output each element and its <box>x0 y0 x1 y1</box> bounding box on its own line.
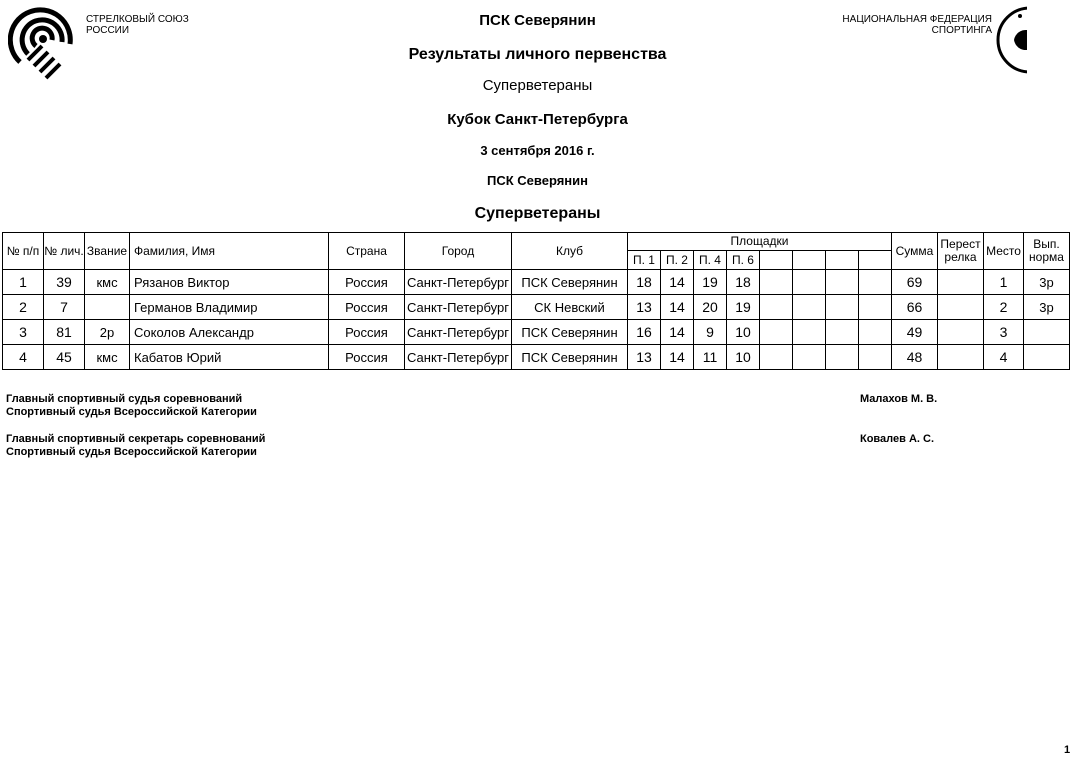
header-country: Страна <box>329 233 405 270</box>
header-norm: Вып. норма <box>1024 233 1070 270</box>
cell-club: ПСК Северянин <box>512 320 628 345</box>
cell-personal-no: 81 <box>44 320 85 345</box>
cell-ground: 20 <box>694 295 727 320</box>
cell-ground <box>859 345 892 370</box>
org-left-line-1: СТРЕЛКОВЫЙ СОЮЗ <box>86 14 189 25</box>
cell-place: 4 <box>984 345 1024 370</box>
cell-rank: кмс <box>85 270 130 295</box>
header-city: Город <box>405 233 512 270</box>
org-left-line-2: РОССИИ <box>86 25 130 36</box>
cell-no: 2 <box>3 295 44 320</box>
cell-country: Россия <box>329 345 405 370</box>
cell-sum: 49 <box>892 320 938 345</box>
cell-norm <box>1024 320 1070 345</box>
cell-ground: 19 <box>694 270 727 295</box>
cell-ground: 14 <box>661 270 694 295</box>
cell-name: Германов Владимир <box>130 295 329 320</box>
cell-no: 3 <box>3 320 44 345</box>
ground-label: П. 1 <box>628 251 661 270</box>
cell-name: Соколов Александр <box>130 320 329 345</box>
chief-secretary-category: Спортивный судья Всероссийской Категории <box>6 446 257 458</box>
cell-ground <box>760 345 793 370</box>
cell-ground <box>760 270 793 295</box>
cell-norm: 3р <box>1024 270 1070 295</box>
cell-ground <box>826 320 859 345</box>
cell-norm <box>1024 345 1070 370</box>
cell-personal-no: 7 <box>44 295 85 320</box>
page-number: 1 <box>1064 744 1071 756</box>
header-rank: Звание <box>85 233 130 270</box>
ground-label <box>793 251 826 270</box>
cell-ground <box>760 320 793 345</box>
cell-rank: кмс <box>85 345 130 370</box>
header-no: № п/п <box>3 233 44 270</box>
cell-city: Санкт-Петербург <box>405 270 512 295</box>
table-row <box>3 345 1070 370</box>
cell-ground <box>826 270 859 295</box>
chief-judge-block <box>6 393 257 419</box>
header-club: Клуб <box>512 233 628 270</box>
cell-city: Санкт-Петербург <box>405 320 512 345</box>
cell-ground: 10 <box>727 320 760 345</box>
chief-judge-category: Спортивный судья Всероссийской Категории <box>6 406 257 418</box>
cell-ground: 18 <box>628 270 661 295</box>
cell-name: Кабатов Юрий <box>130 345 329 370</box>
cell-shootoff <box>938 320 984 345</box>
table-row <box>3 320 1070 345</box>
cell-ground: 13 <box>628 345 661 370</box>
event-date: 3 сентября 2016 г. <box>480 143 595 158</box>
ground-label: П. 6 <box>727 251 760 270</box>
header-place: Место <box>984 233 1024 270</box>
cell-place: 2 <box>984 295 1024 320</box>
cell-sum: 48 <box>892 345 938 370</box>
cell-club: ПСК Северянин <box>512 345 628 370</box>
cell-ground: 13 <box>628 295 661 320</box>
cell-ground: 14 <box>661 345 694 370</box>
cell-club: ПСК Северянин <box>512 270 628 295</box>
cell-ground: 19 <box>727 295 760 320</box>
cell-ground <box>859 295 892 320</box>
report-title: Результаты личного первенства <box>408 46 667 63</box>
cell-place: 3 <box>984 320 1024 345</box>
cell-ground: 18 <box>727 270 760 295</box>
category-title: Суперветераны <box>482 77 593 94</box>
cell-rank: 2р <box>85 320 130 345</box>
table-row <box>3 270 1070 295</box>
ground-label <box>760 251 793 270</box>
ground-label: П. 4 <box>694 251 727 270</box>
cell-ground <box>826 345 859 370</box>
cell-rank <box>85 295 130 320</box>
header-shootoff: Перест релка <box>938 233 984 270</box>
cell-shootoff <box>938 295 984 320</box>
cell-city: Санкт-Петербург <box>405 295 512 320</box>
results-table <box>2 232 1070 370</box>
cell-ground <box>793 270 826 295</box>
cell-name: Рязанов Виктор <box>130 270 329 295</box>
cell-personal-no: 39 <box>44 270 85 295</box>
cell-ground <box>760 295 793 320</box>
cell-ground: 10 <box>727 345 760 370</box>
header-sum: Сумма <box>892 233 938 270</box>
cell-personal-no: 45 <box>44 345 85 370</box>
cell-shootoff <box>938 345 984 370</box>
ground-label <box>826 251 859 270</box>
chief-secretary-block <box>6 433 265 459</box>
event-venue: ПСК Северянин <box>487 173 588 188</box>
org-right-line-1: НАЦИОНАЛЬНАЯ ФЕДЕРАЦИЯ <box>842 14 992 25</box>
cup-title: Кубок Санкт-Петербурга <box>447 111 628 128</box>
chief-judge-name: Малахов М. В. <box>860 393 938 405</box>
cell-ground <box>793 345 826 370</box>
cell-country: Россия <box>329 270 405 295</box>
cell-place: 1 <box>984 270 1024 295</box>
cell-shootoff <box>938 270 984 295</box>
cell-club: СК Невский <box>512 295 628 320</box>
chief-judge-role: Главный спортивный судья соревнований <box>6 393 243 405</box>
chief-secretary-name: Ковалев А. С. <box>860 433 935 445</box>
cell-sum: 69 <box>892 270 938 295</box>
cell-no: 4 <box>3 345 44 370</box>
cell-ground: 14 <box>661 295 694 320</box>
cell-ground <box>826 295 859 320</box>
cell-city: Санкт-Петербург <box>405 345 512 370</box>
cell-ground: 11 <box>694 345 727 370</box>
cell-ground: 14 <box>661 320 694 345</box>
cell-ground <box>793 320 826 345</box>
ground-label: П. 2 <box>661 251 694 270</box>
cell-ground: 16 <box>628 320 661 345</box>
header-personal-no: № лич. <box>44 233 85 270</box>
header-grounds: Площадки <box>628 233 892 251</box>
ground-label <box>859 251 892 270</box>
header-name: Фамилия, Имя <box>130 233 329 270</box>
table-row <box>3 295 1070 320</box>
org-right-line-2: СПОРТИНГА <box>931 25 992 36</box>
cell-country: Россия <box>329 320 405 345</box>
cell-ground <box>859 320 892 345</box>
cell-norm: 3р <box>1024 295 1070 320</box>
cell-no: 1 <box>3 270 44 295</box>
club-title: ПСК Северянин <box>479 12 596 29</box>
group-title: Суперветераны <box>474 205 601 222</box>
chief-secretary-role: Главный спортивный секретарь соревнований <box>6 433 266 445</box>
cell-sum: 66 <box>892 295 938 320</box>
cell-ground <box>859 270 892 295</box>
cell-ground: 9 <box>694 320 727 345</box>
cell-country: Россия <box>329 295 405 320</box>
cell-ground <box>793 295 826 320</box>
